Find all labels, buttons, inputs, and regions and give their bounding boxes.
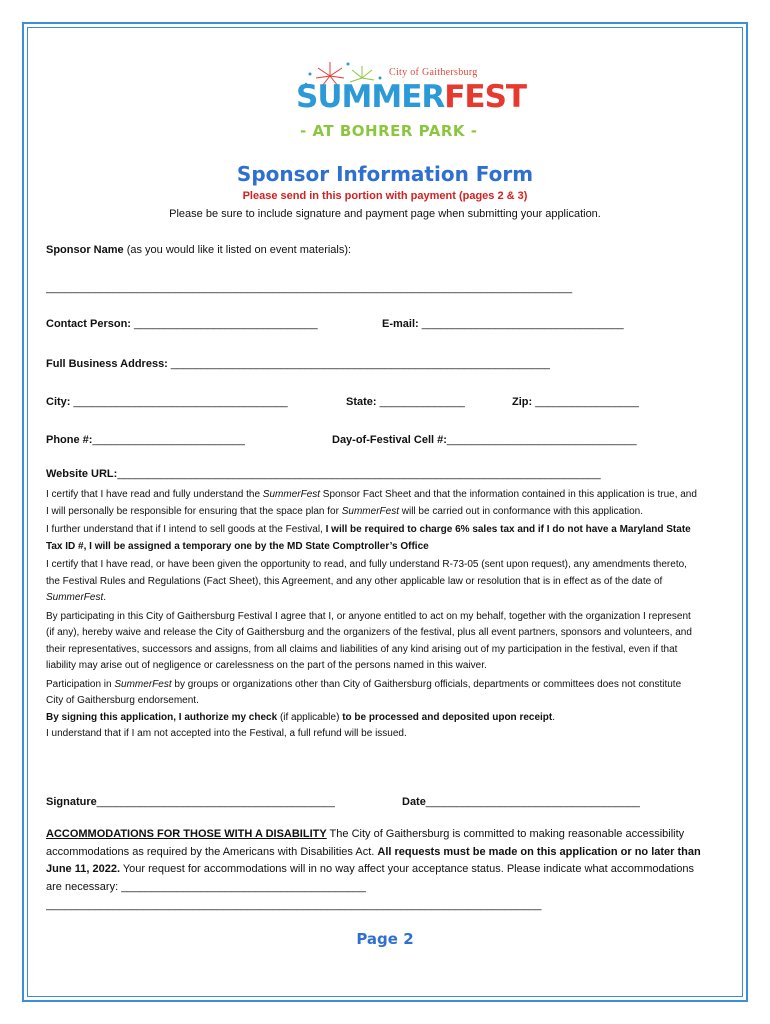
address-row [46,358,550,370]
submission-instruction: Please be sure to include signature and payment page when submitting your application. [169,208,601,220]
form-title: Sponsor Information Form [236,162,534,186]
rules-paragraph [46,557,698,607]
sales-tax-text: I further understand that if I intend to sell goods at the Festival, [46,524,326,535]
endorsement-em: SummerFest [114,678,172,690]
state-row [346,396,465,408]
cell-row [332,434,637,446]
accommodations-text-a: The City of Gaithersburg is committed to making reasonable accessibility accommodations as required by the Americans with Disabilities Act. [46,828,685,858]
endorsement-paragraph [46,677,698,710]
waiver-paragraph: By participating in this City of Gaithersburg Festival I agree that I, or anyone entitled to act on my behalf, together with the organization I represent (if any), hereby waive and release the City of Gaithersburg and the organizers of the festival, plus all event partners, sponsors and volunteers, and their representatives, successors and assigns, from all claims and liabilities of any kind arising out of my participation in the festival, even if that liability may arise out of negligence or carelessness on the part of the persons named in this waiver. [46,610,692,671]
refund-paragraph: I understand that if I am not accepted into the Festival, a full refund will be issued. [46,728,407,739]
certify-text-b: Sponsor Fact Sheet and that the information contained in this application is true, and I will personally be responsible for ensuring that the space plan for [46,489,697,517]
certify-text-c: will be carried out in conformance with this application. [398,505,643,517]
rules-text: I certify that I have read, or have been given the opportunity to read, and fully understand R-73-05 (sent upon request), any amendments thereto, the Festival Rules and Regulations (Fact Sheet), this Agreement, and any other applicable law or resolution that is in effect as of the date of [46,559,687,587]
sponsor-name-label-row [46,244,351,256]
logo-subtitle: - AT BOHRER PARK - [300,122,478,140]
city-label: City: [46,396,71,408]
state-field[interactable]: ______________ [379,396,466,408]
page-number: Page 2 [356,930,414,948]
sponsor-name-field[interactable]: ______________________________________________________________________________________ [46,282,573,294]
address-field[interactable]: ______________________________________________________________ [170,358,551,370]
zip-field[interactable]: _________________ [535,396,640,408]
website-field[interactable]: _______________________________________________________________________________ [117,468,601,480]
summerfest-logo [296,79,527,115]
cell-field[interactable]: _______________________________ [446,434,637,446]
date-field[interactable]: ___________________________________ [425,796,640,808]
accommodations-field-2[interactable]: _________________________________________________________________________________ [46,899,542,911]
date-row [402,796,640,808]
city-row [46,396,288,408]
check-auth-end: . [552,711,556,723]
certify-paragraph [46,487,698,520]
signature-label: Signature [46,796,97,808]
legal-text [46,487,698,743]
check-auth-text: (if applicable) [277,711,343,723]
logo-city-name: City of Gaithersburg [389,67,478,78]
rules-end: . [103,592,107,603]
accommodations-text-c: Your request for accommodations will in no way affect your acceptance status. Please indicate what accommodations are necessary: [46,863,694,893]
endorsement-text-b: by groups or organizations other than City of Gaithersburg officials, departments or committees does not constitute City of Gaithersburg endorsement. [46,678,682,706]
accommodations-deadline: All requests must be made on this application or no later than June 11, 2022. [46,845,701,875]
contact-person-field[interactable]: ______________________________ [134,318,318,330]
sales-tax-paragraph [46,522,698,555]
zip-row [512,396,639,408]
check-auth-bold-a: By signing this application, I authorize my check [46,711,278,723]
sponsor-name-note: (as you would like it listed on event materials): [126,244,352,256]
signature-row [46,796,335,808]
city-field[interactable]: ___________________________________ [73,396,288,408]
phone-row [46,434,245,446]
logo-summer-text: SUMMER [296,79,445,115]
date-label: Date [402,796,426,808]
rules-em: SummerFest [46,592,104,603]
zip-label: Zip: [512,396,533,408]
email-field[interactable]: _________________________________ [421,318,624,330]
payment-instruction: Please send in this portion with payment (pages 2 & 3) [242,190,528,202]
phone-label: Phone #: [46,434,93,446]
state-label: State: [346,396,377,408]
certify-em-b: SummerFest [341,505,399,517]
website-row [46,468,601,480]
accommodations-field-1[interactable]: ________________________________________ [121,880,366,893]
accommodations-section [46,826,706,896]
signature-field[interactable]: _______________________________________ [96,796,336,808]
sales-tax-bold: I will be required to charge 6% sales tax and if I do not have a Maryland State Tax ID #, I will be assigned a temporary one by the MD State Comptroller’s Office [46,524,691,552]
certify-em-a: SummerFest [262,489,321,500]
cell-label: Day-of-Festival Cell #: [332,434,447,446]
check-auth-bold-b: to be processed and deposited upon receipt [342,711,553,723]
phone-field[interactable]: _________________________ [92,434,246,446]
sponsor-name-label: Sponsor Name [46,244,124,256]
logo-fest-text: FEST [444,79,527,115]
certify-text-a: I certify that I have read and fully understand the [46,489,263,500]
contact-person-row [46,318,318,330]
address-label: Full Business Address: [46,358,168,370]
email-label: E-mail: [382,318,419,330]
endorsement-text-a: Participation in [46,678,115,690]
email-row [382,318,624,330]
check-authorization-paragraph [46,710,698,727]
contact-person-label: Contact Person: [46,318,131,330]
accommodations-heading: ACCOMMODATIONS FOR THOSE WITH A DISABILITY [46,828,327,840]
website-label: Website URL: [46,468,118,480]
